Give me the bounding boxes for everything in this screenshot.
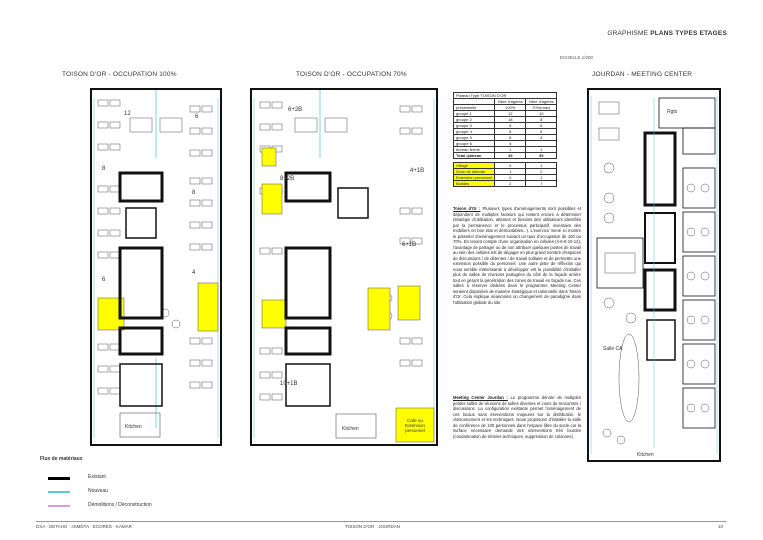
plan1-label: 6: [102, 277, 106, 283]
meeting-body: Le programme dénote de multiples petites salles de réunions de tailles diverses et coins de rencontres / discussions. La configuration existante permet l'aménagement de ces locaux sans interventions majeures sur la distribution, le cloisonnement et les techniques. Nous proposons d'installer la salle de conférence de 100 personnes dans l'espace libre du socle car la surface nécessaire demande des interventions très lourdes (condamnation de trémies techniques, suppression de colonnes).: [453, 395, 581, 439]
table-cell: 18: [495, 117, 526, 123]
plateau-table: [453, 92, 557, 187]
header-title: PLANS TYPES ETAGES: [650, 30, 727, 37]
table-head-cell: Nbre d'agents: [495, 99, 526, 105]
plan3-kitchen-label: Kitchen: [637, 452, 654, 458]
plan1-label: 12: [124, 111, 131, 117]
table-cell: 2: [495, 181, 526, 187]
page-header: [607, 30, 727, 37]
table-cell: groupe 3: [454, 123, 495, 129]
meeting-heading: Meeting Center Jourdan :: [453, 395, 508, 400]
table-cell: groupe 4: [454, 129, 495, 135]
table-cell: 8: [495, 123, 526, 129]
plan2-label: 6+1B: [402, 242, 417, 248]
table-cell: 4: [495, 141, 526, 147]
toison-body: Plusieurs types d'aménagements sont possibles et dépendent de multiples facteurs qui restent encore à déterminer (stratégie d'utilisation, attentes et besoins des utilisateurs identifiés par la permanence et le processus participatif, inventaire des mobiliers en bon état et démontables...). L'exercice mené ici montre le potentiel d'aménagement suivant un taux d'occupation de 100 ou 70%. En tenant compte d'une organisation en cellules (4-6-8-10-12), l'avantage de partager ou de non attribuer quelques postes de travail au sein des cellules est de dégager en plus grand nombre d'espaces de discussions / de détentes / de travail solitaire et de permettre une extension possible du personnel. Une autre piste de réflexion qui nous semble intéressante à développer est la possibilité d'installer plus de salles de réunions partagées du côté de la façade arrière tout en gérant la pénétration des zones de travail en façade rue. Ces salles à réserver dédiées dans le programme Meeting Center seraient disposées de manière stratégique et rationnelle dans Toison d'Or. Cela implique néanmoins un changement de paradigme dans l'utilisation globale du site.: [453, 206, 582, 305]
plan2-label: 4+1B: [410, 168, 425, 174]
salle-ca-label: Salle CA: [603, 346, 623, 352]
table-cell: Extension personnel: [454, 175, 495, 181]
floor-plan-100: [90, 88, 222, 446]
toison-heading: Toison d'Or :: [453, 206, 481, 211]
legend-title: Flux de matériaux: [40, 456, 83, 462]
table-cell: 1: [526, 147, 557, 153]
table-cell: 4: [526, 135, 557, 141]
toison-description: [453, 206, 581, 305]
plan1-label: 8: [192, 190, 196, 196]
legend-label: Nouveau: [88, 488, 109, 494]
table-cell: 2: [526, 169, 557, 175]
plan2-cafe-label: Cafe ou Extension personnel: [405, 418, 425, 433]
legend-swatch-new: [48, 491, 70, 493]
scale-label: ECHELLE 1/200: [560, 55, 594, 60]
legend-swatch-existing: [48, 477, 70, 480]
table-cell: 10: [526, 111, 557, 117]
table-cell: 12: [495, 111, 526, 117]
footer-center: TOISON D'OR · JOURDAN: [345, 524, 401, 529]
footer-left: DXA · DETAHO · JSMDTA · ECORES · KAMAR: [36, 524, 132, 529]
table-cell: 49: [495, 153, 526, 159]
plan2-label: 10+1B: [280, 381, 298, 387]
plan1-label: 8: [102, 166, 106, 172]
table-cell: 35: [526, 153, 557, 159]
table-cell: groupe 1: [454, 111, 495, 117]
floor-plan-70: [250, 88, 438, 446]
table-cell: Bulldes: [454, 181, 495, 187]
rgts-label: Rgts: [667, 109, 678, 115]
legend-label: Existant: [88, 474, 106, 480]
table-cell: Zone de détente: [454, 169, 495, 175]
table-cell: Total /plateau: [454, 153, 495, 159]
table-cell: 1: [526, 175, 557, 181]
meeting-description: [453, 395, 581, 439]
table-cell: 0: [495, 175, 526, 181]
table-cell: 1: [495, 169, 526, 175]
table-cell: 6: [526, 129, 557, 135]
table-cell: 8: [526, 117, 557, 123]
table-cell: groupe 2: [454, 117, 495, 123]
table-cell: groupe 6: [454, 141, 495, 147]
table-cell: 1: [495, 147, 526, 153]
table-cell: 6: [495, 135, 526, 141]
legend: [40, 456, 83, 470]
table-head-cell: Nbre d'agents: [526, 99, 557, 105]
floor-plan-meeting: [587, 88, 721, 462]
page-number: 10: [718, 524, 724, 529]
plan-title-70: TOISON D'OR - OCCUPATION 70%: [296, 71, 407, 78]
table-row: [454, 181, 557, 187]
table-cell: 70%(max): [526, 105, 557, 111]
plan1-label: 4: [192, 270, 196, 276]
legend-swatch-demolition: [48, 505, 70, 507]
table-cell: 100%: [495, 105, 526, 111]
plan-title-100: TOISON D'OR - OCCUPATION 100%: [62, 71, 177, 78]
plan2-label: 8+2B: [280, 176, 295, 182]
table-cell: présentielle: [454, 105, 495, 111]
plan2-kitchen-label: Kitchen: [342, 426, 359, 432]
table-cell: 8: [495, 129, 526, 135]
plan1-kitchen-label: Kitchen: [125, 424, 142, 430]
plan2-label: 6+2B: [288, 107, 303, 113]
table-cell: 6: [526, 123, 557, 129]
plan-title-meeting: JOURDAN - MEETING CENTER: [592, 71, 693, 78]
table-cell: 7: [526, 181, 557, 187]
table-cell: 1: [526, 163, 557, 169]
table-title: Plateau Type TOISON D'OR: [454, 93, 557, 99]
table-cell: bureau fermé: [454, 147, 495, 153]
legend-label: Démolitions / Déconstruction: [88, 502, 152, 508]
table-cell: Village: [454, 163, 495, 169]
table-cell: groupe 5: [454, 135, 495, 141]
table-cell: 0: [495, 163, 526, 169]
header-prefix: GRAPHISME: [607, 30, 649, 37]
footer-divider: [36, 521, 726, 522]
plan1-label: 6: [195, 114, 199, 120]
